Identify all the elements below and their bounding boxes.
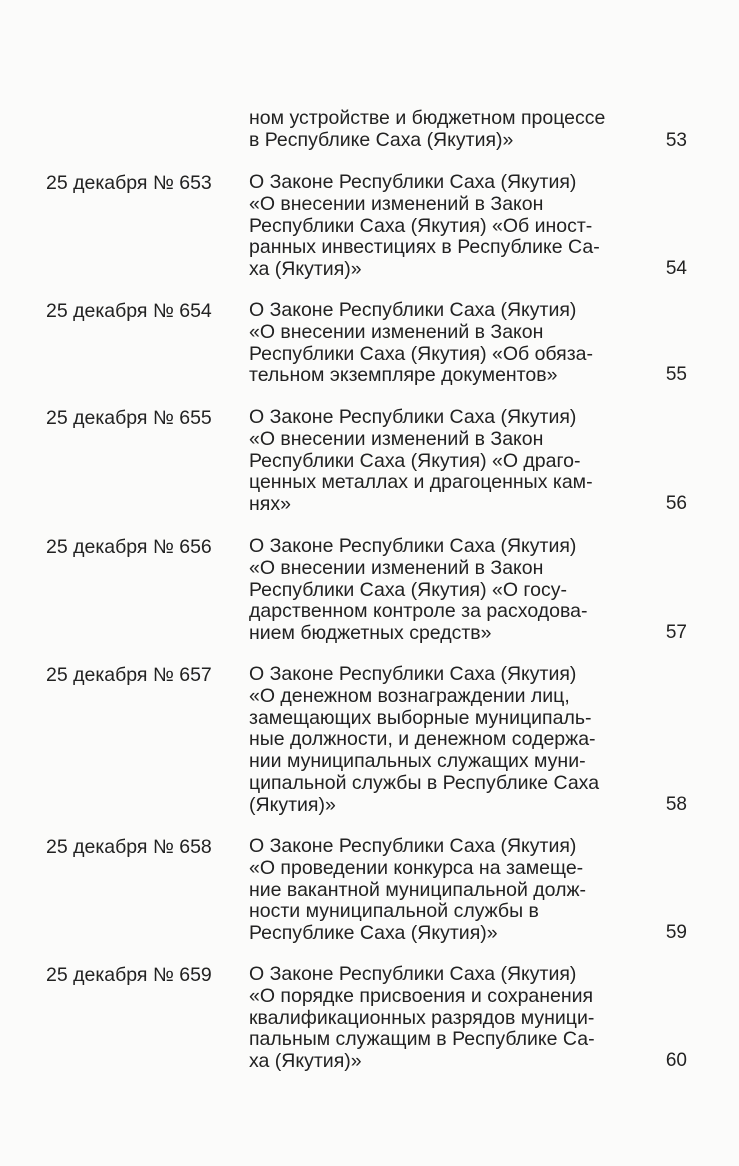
title-line: О Законе Республики Саха (Якутия): [249, 535, 577, 557]
title-line: нии муниципальных служащих муни-: [249, 750, 586, 773]
page-number: 59: [665, 922, 687, 943]
title-line: дарственном контроле за расходова-: [249, 600, 588, 623]
title-line: пальным служащим в Республике Са-: [249, 1028, 595, 1051]
title-line: нях»: [249, 493, 291, 516]
title-line: квалификационных разрядов муници-: [249, 1006, 595, 1029]
title-line: О Законе Республики Саха (Якутия): [249, 963, 577, 985]
entry-date: 25 декабря № 654: [46, 300, 212, 322]
page-number: 60: [665, 1050, 687, 1071]
page-number: 54: [665, 258, 687, 279]
title-line: в Республике Саха (Якутия)»: [249, 128, 514, 151]
title-line: ха (Якутия)»: [249, 1050, 362, 1073]
title-line: ранных инвестициях в Республике Са-: [249, 236, 600, 259]
title-line: О Законе Республики Саха (Якутия): [249, 663, 577, 685]
title-line: ные должности, и денежном содержа-: [249, 728, 596, 751]
title-line: О Законе Республики Саха (Якутия): [249, 299, 577, 321]
page-number: 55: [665, 364, 687, 385]
entry-title: [249, 407, 621, 516]
title-line: О Законе Республики Саха (Якутия): [249, 171, 577, 193]
title-line: Республики Саха (Якутия) «О драго-: [249, 449, 581, 472]
entry-date: 25 декабря № 659: [46, 964, 212, 986]
entry-date: 25 декабря № 656: [46, 536, 212, 558]
title-line: «О внесении изменений в Закон: [249, 556, 544, 579]
title-line: Республики Саха (Якутия) «О госу-: [249, 578, 567, 601]
entry-title: [249, 172, 621, 281]
title-line: «О проведении конкурса на замеще-: [249, 856, 584, 879]
title-line: ценных металлах и драгоценных кам-: [249, 471, 593, 494]
entry-date: 25 декабря № 655: [46, 407, 212, 429]
title-line: «О внесении изменений в Закон: [249, 192, 544, 215]
entry-title: [249, 664, 621, 817]
title-line: замещающих выборные муниципаль-: [249, 706, 592, 729]
title-line: О Законе Республики Саха (Якутия): [249, 835, 577, 857]
title-line: (Якутия)»: [249, 793, 336, 816]
title-line: «О денежном вознаграждении лиц,: [249, 684, 570, 707]
entry-title: [249, 836, 621, 945]
title-line: «О внесении изменений в Закон: [249, 427, 544, 450]
entry-title: [249, 300, 621, 387]
page-number: 58: [665, 794, 687, 815]
title-line: ние вакантной муниципальной долж-: [249, 878, 587, 901]
entry-title: [249, 536, 621, 645]
title-line: ха (Якутия)»: [249, 258, 362, 281]
title-line: ципальной службы в Республике Саха: [249, 771, 600, 794]
title-line: ном устройстве и бюджетном процессе: [249, 107, 606, 129]
entry-title: [249, 964, 621, 1073]
title-line: Республике Саха (Якутия)»: [249, 922, 498, 945]
page-number: 53: [665, 130, 687, 151]
title-line: «О порядке присвоения и сохранения: [249, 984, 594, 1007]
title-line: «О внесении изменений в Закон: [249, 320, 544, 343]
entry-title: [249, 108, 621, 152]
title-line: Республики Саха (Якутия) «Об обяза-: [249, 342, 594, 365]
title-line: О Законе Республики Саха (Якутия): [249, 406, 577, 428]
title-line: нием бюджетных средств»: [249, 622, 492, 645]
entry-date: 25 декабря № 653: [46, 172, 212, 194]
page-number: 56: [665, 493, 687, 514]
entry-date: 25 декабря № 658: [46, 836, 212, 858]
page-number: 57: [665, 622, 687, 643]
title-line: Республики Саха (Якутия) «Об иност-: [249, 214, 593, 237]
entry-date: 25 декабря № 657: [46, 664, 212, 686]
title-line: ности муниципальной службы в: [249, 900, 539, 923]
title-line: тельном экземпляре документов»: [249, 364, 558, 387]
